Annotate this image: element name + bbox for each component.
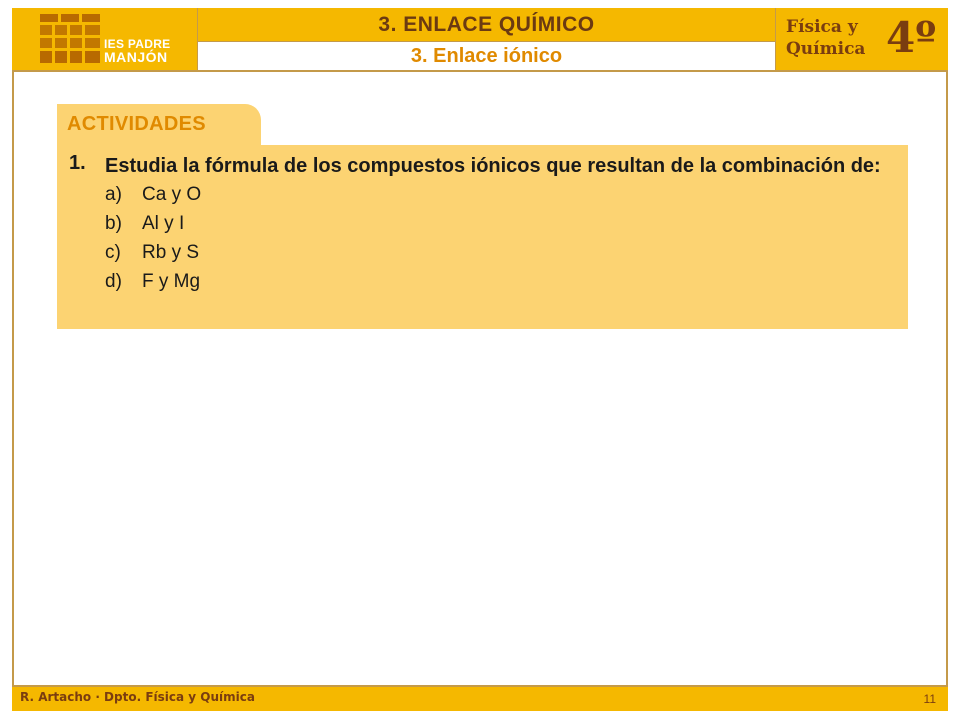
option-item — [105, 209, 898, 238]
school-name-line2: MANJÓN — [104, 49, 168, 65]
activities-tab-label: ACTIVIDADES — [67, 113, 206, 135]
page-number: 11 — [923, 692, 936, 706]
option-letter: b) — [105, 213, 122, 234]
question-item — [69, 152, 898, 180]
question-options — [105, 180, 898, 296]
unit-title: 3. ENLACE QUÍMICO — [378, 12, 595, 36]
option-text: Al y I — [142, 213, 185, 234]
option-letter: d) — [105, 271, 122, 292]
question-number: 1. — [69, 152, 86, 174]
footer-credit: R. Artacho · Dpto. Física y Química — [20, 690, 255, 704]
option-item — [105, 267, 898, 296]
subject-line2: Química — [786, 39, 866, 59]
option-text: Ca y O — [142, 184, 202, 205]
footer-bar — [12, 685, 948, 711]
option-letter: a) — [105, 184, 122, 205]
question-text: Estudia la fórmula de los compuestos iónicos que resultan de la combinación de: — [105, 155, 881, 177]
section-title-bar — [198, 42, 775, 72]
option-item — [105, 238, 898, 267]
activities-tab — [57, 104, 261, 146]
unit-title-bar — [198, 8, 775, 42]
option-text: F y Mg — [142, 271, 201, 292]
course-level: 4º — [886, 13, 937, 62]
option-letter: c) — [105, 242, 121, 263]
section-title: 3. Enlace iónico — [410, 44, 563, 67]
option-text: Rb y S — [142, 242, 200, 263]
subject-line1: Física y — [786, 17, 858, 37]
school-name — [104, 38, 171, 64]
subject-name — [786, 16, 865, 60]
activities-panel — [57, 145, 908, 329]
school-name-line1: IES PADRE — [104, 37, 171, 51]
option-item — [105, 180, 898, 209]
